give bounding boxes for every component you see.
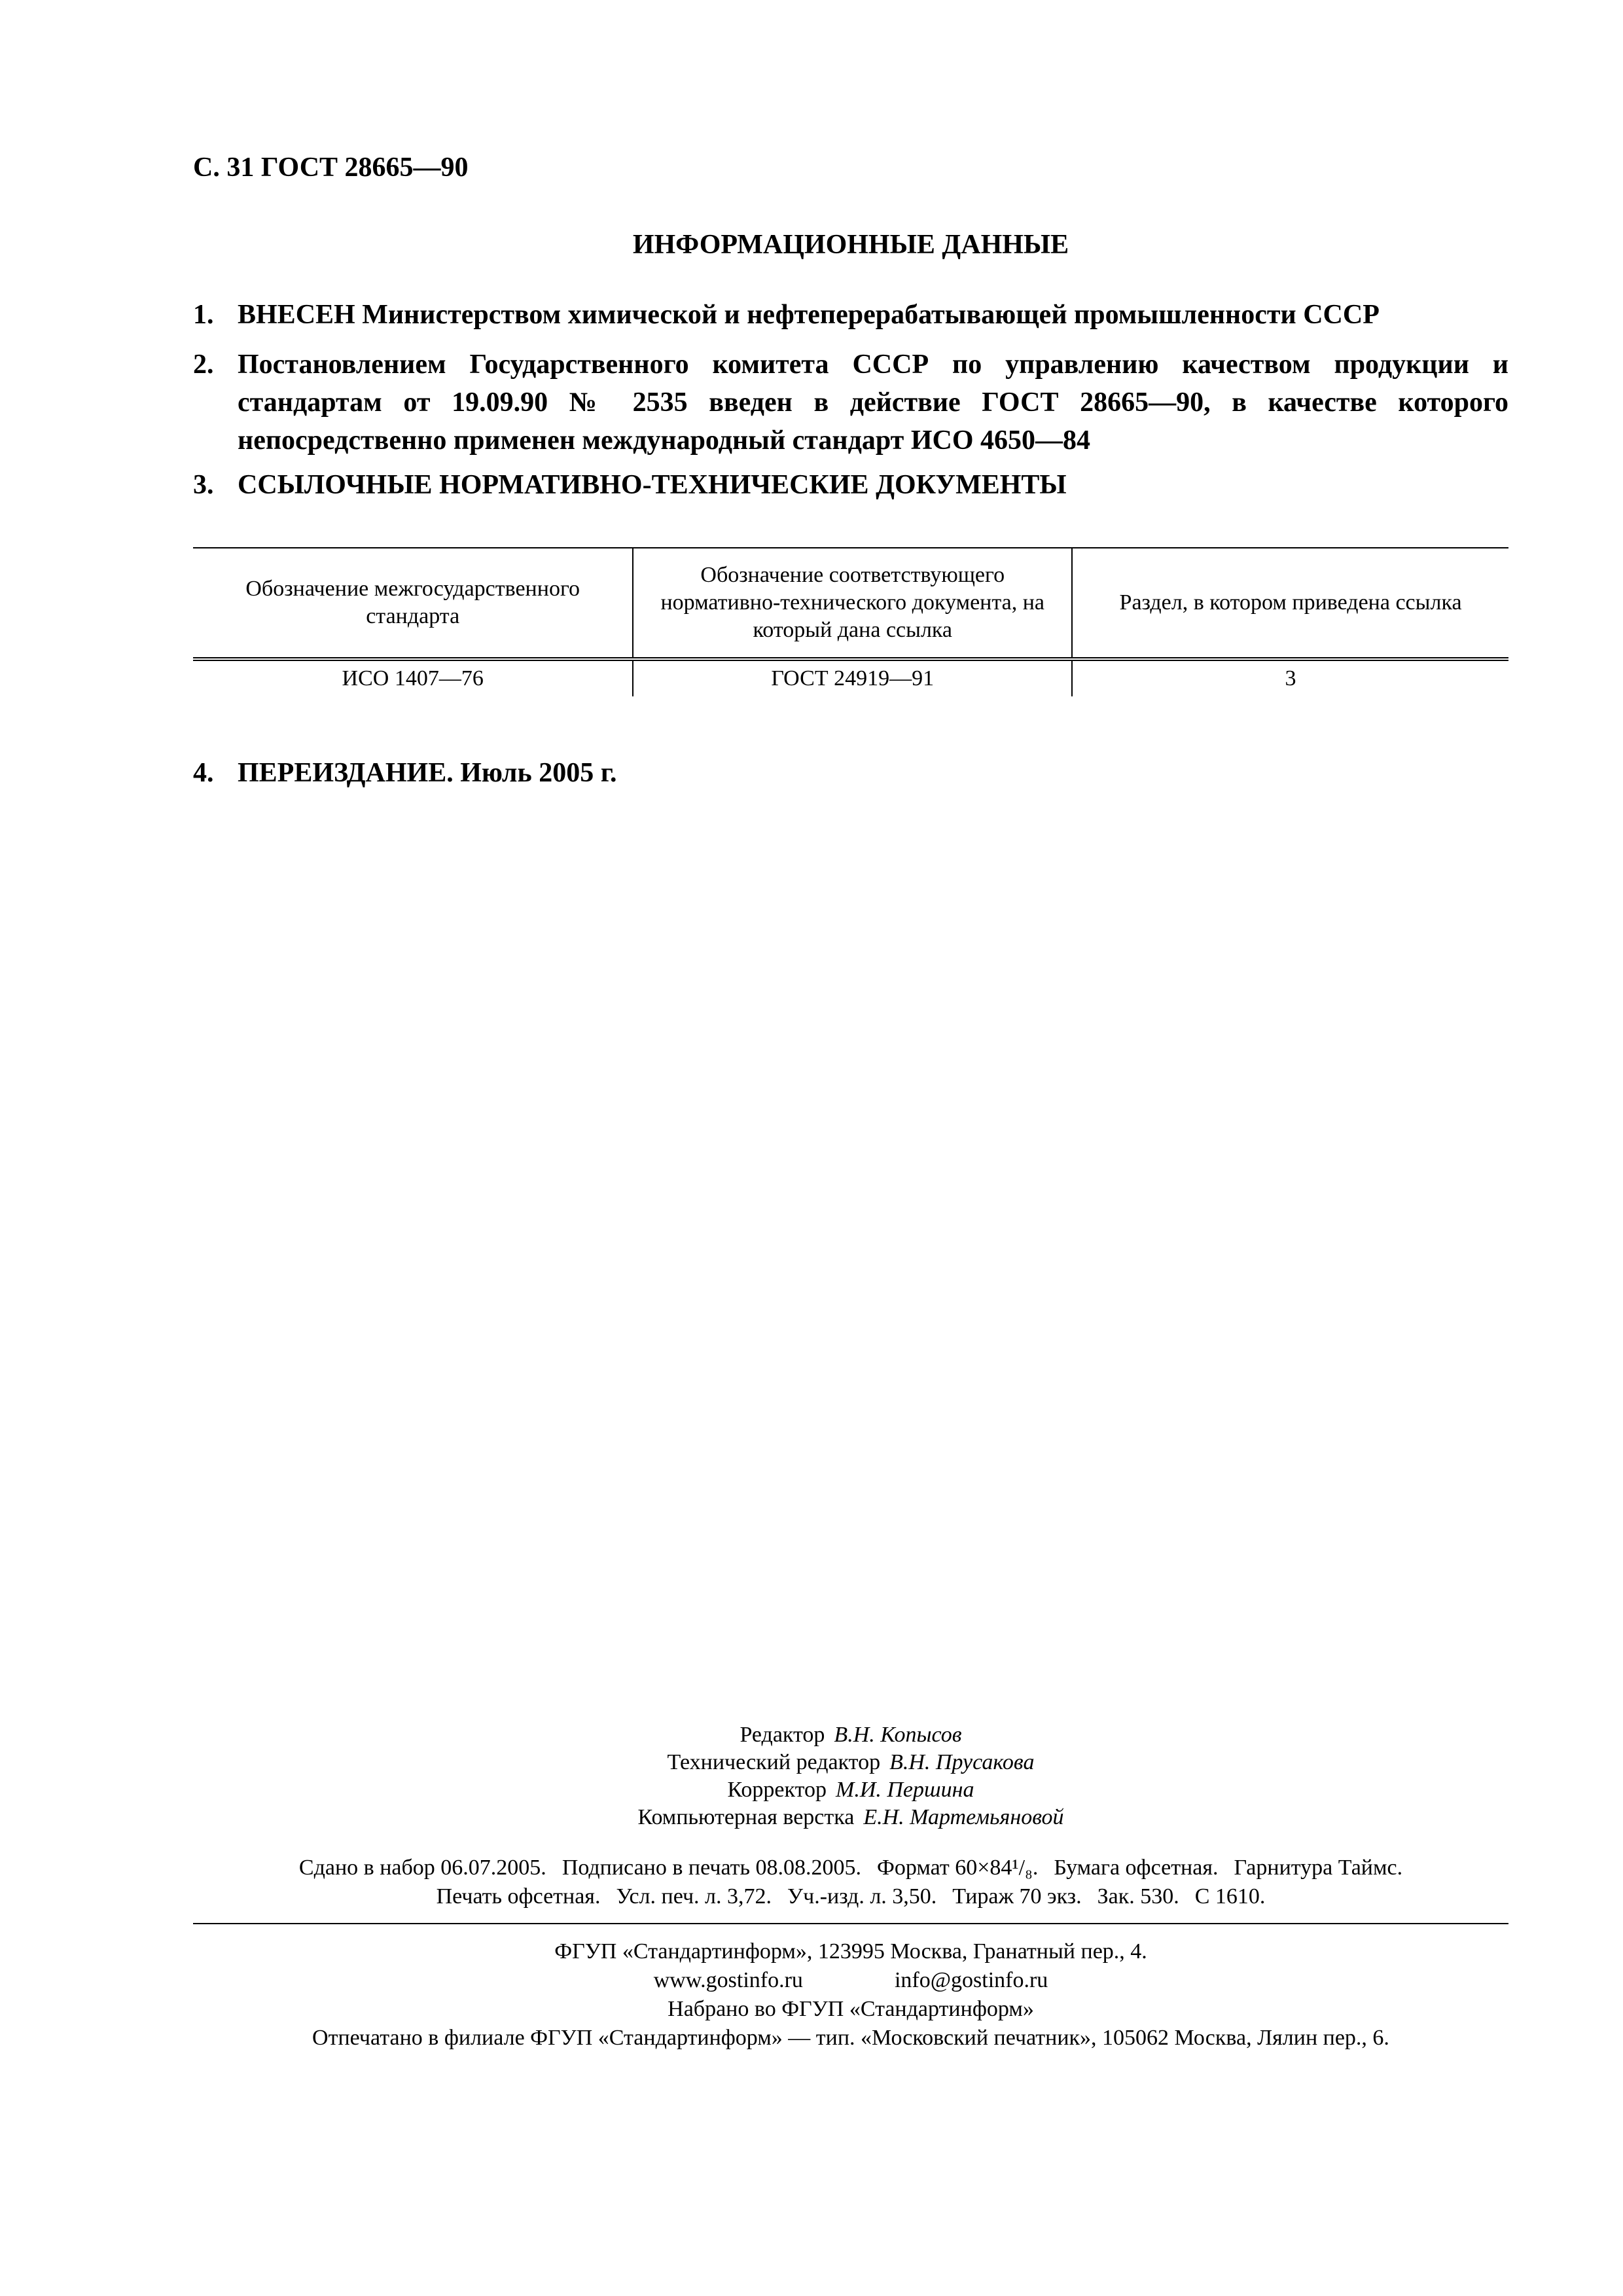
item-number: 4. xyxy=(193,758,214,788)
publisher-address: ФГУП «Стандартинформ», 123995 Москва, Гранатный пер., 4. xyxy=(554,1939,1147,1964)
info-item-4 xyxy=(193,754,1508,792)
info-item-3 xyxy=(193,466,1508,504)
credits-block xyxy=(0,1721,1623,1831)
table-header-row xyxy=(193,548,1508,659)
imprint-field: Печать офсетная. xyxy=(436,1884,601,1909)
printed-note: Отпечатано в филиале ФГУП «Стандартинформ» — тип. «Московский печатник», 105062 Москва, Лялин пер., 6. xyxy=(312,2026,1389,2050)
imprint-line xyxy=(193,1882,1508,1911)
table-cell: 3 xyxy=(1072,659,1508,696)
imprint-field: Бумага офсетная. xyxy=(1054,1856,1219,1880)
imprint-field: Формат 60×84¹/₈. xyxy=(877,1856,1039,1880)
credit-line xyxy=(0,1804,1623,1831)
imprint-field: Гарнитура Таймс. xyxy=(1234,1856,1403,1880)
table-row xyxy=(193,659,1508,696)
table-cell: ГОСТ 24919—91 xyxy=(633,659,1072,696)
credit-line xyxy=(0,1776,1623,1804)
imprint-field: Зак. 530. xyxy=(1097,1884,1179,1909)
credit-role: Технический редактор xyxy=(667,1750,881,1774)
credit-name: Е.Н. Мартемьяновой xyxy=(863,1805,1064,1829)
website-link[interactable]: www.gostinfo.ru xyxy=(653,1968,803,1992)
section-title: ИНФОРМАЦИОННЫЕ ДАННЫЕ xyxy=(632,230,1069,260)
column-header: Обозначение соответствующего нормативно-технического документа, на который дана ссылка xyxy=(633,548,1072,659)
imprint-field: С 1610. xyxy=(1194,1884,1266,1909)
item-number: 3. xyxy=(193,470,214,500)
credit-name: М.И. Першина xyxy=(836,1778,974,1802)
item-text: Постановлением Государственного комитета СССР по управлению качеством продукции и стандартам от 19.09.90 № 2535 введен в действие ГОСТ 28665—90, в качестве которого непосредственно применен международный стандарт ИСО 4650—84 xyxy=(238,350,1508,456)
credit-name: В.Н. Копысов xyxy=(834,1723,962,1747)
item-text: ВНЕСЕН Министерством химической и нефтеперерабатывающей промышленности СССР xyxy=(238,300,1380,330)
info-item-1 xyxy=(193,296,1508,334)
email-link[interactable]: info@gostinfo.ru xyxy=(894,1968,1048,1992)
credit-role: Корректор xyxy=(727,1778,827,1802)
item-text: ССЫЛОЧНЫЕ НОРМАТИВНО-ТЕХНИЧЕСКИЕ ДОКУМЕНТЫ xyxy=(238,470,1067,500)
table-cell: ИСО 1407—76 xyxy=(342,666,484,691)
credit-role: Редактор xyxy=(740,1723,825,1747)
imprint-line xyxy=(193,1854,1508,1882)
imprint-field: Усл. печ. л. 3,72. xyxy=(616,1884,772,1909)
credit-line xyxy=(0,1721,1623,1749)
divider-line xyxy=(193,1923,1508,1924)
item-number: 2. xyxy=(193,350,214,380)
imprint-field: Сдано в набор 06.07.2005. xyxy=(298,1856,546,1880)
item-text: ПЕРЕИЗДАНИЕ. Июль 2005 г. xyxy=(238,758,617,788)
column-header: Обозначение межгосударственного стандарта xyxy=(193,548,633,659)
credit-name: В.Н. Прусакова xyxy=(889,1750,1035,1774)
column-header: Раздел, в котором приведена ссылка xyxy=(1072,548,1508,659)
typeset-note: Набрано во ФГУП «Стандартинформ» xyxy=(668,1997,1034,2021)
imprint-field: Подписано в печать 08.08.2005. xyxy=(562,1856,862,1880)
page-header: С. 31 ГОСТ 28665—90 xyxy=(193,152,469,183)
info-item-2 xyxy=(193,346,1508,459)
publisher-block xyxy=(193,1937,1508,2053)
publisher-contacts xyxy=(193,1966,1508,1995)
imprint-field: Тираж 70 экз. xyxy=(952,1884,1082,1909)
credit-role: Компьютерная верстка xyxy=(637,1805,855,1829)
item-number: 1. xyxy=(193,300,214,330)
credit-line xyxy=(0,1749,1623,1776)
reference-table xyxy=(193,547,1508,696)
imprint-field: Уч.-изд. л. 3,50. xyxy=(787,1884,937,1909)
imprint-block xyxy=(193,1854,1508,1911)
